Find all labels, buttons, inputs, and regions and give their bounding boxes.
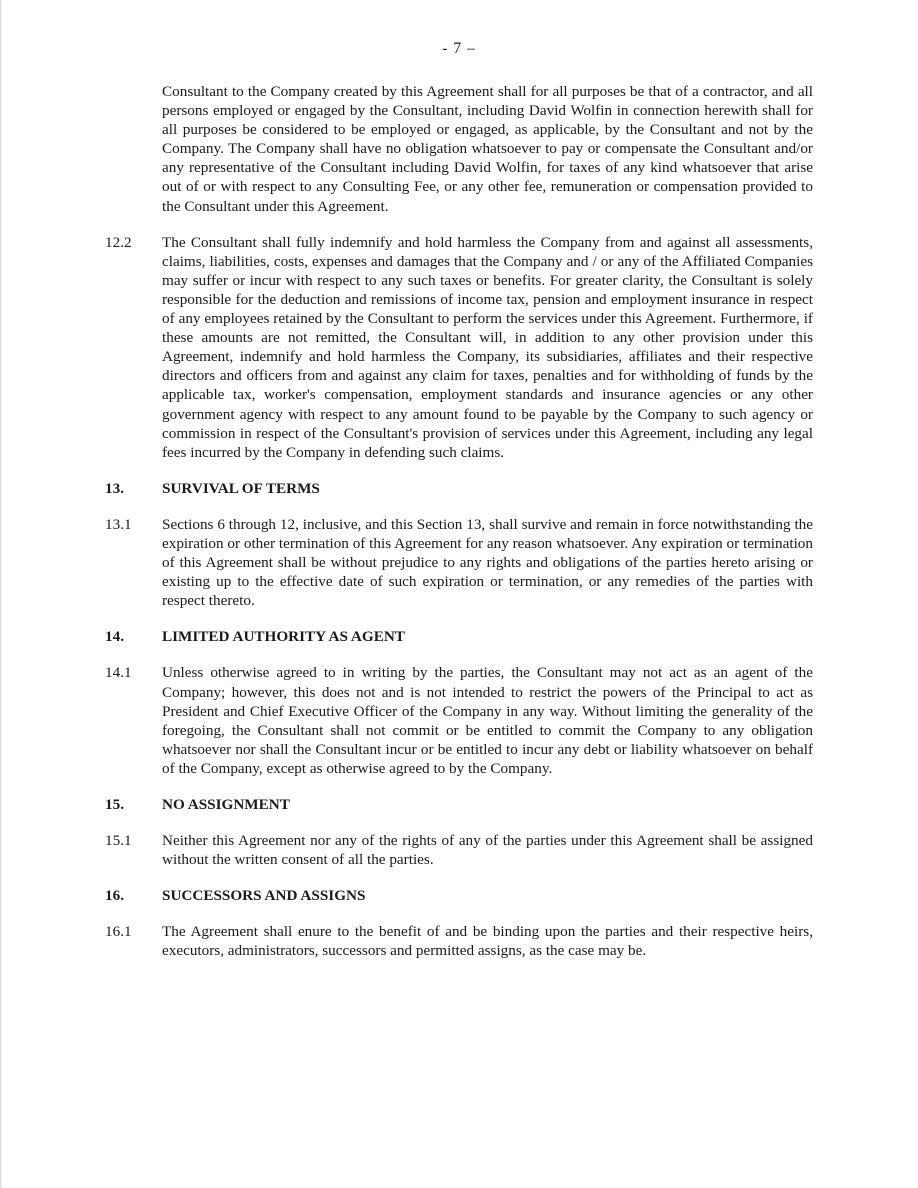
clause-15-1 <box>105 831 813 869</box>
section-number: 14. <box>105 628 124 646</box>
clause-number: 15.1 <box>105 832 132 850</box>
section-15-heading <box>105 795 813 814</box>
clause-text: The Agreement shall enure to the benefit of and be binding upon the parties and their respective heirs, executors, administrators, successors and permitted assigns, as the case may be. <box>162 923 813 960</box>
section-13-heading <box>105 479 813 498</box>
clause-13-1 <box>105 515 813 610</box>
clause-14-1 <box>105 663 813 778</box>
clause-16-1 <box>105 922 813 960</box>
section-number: 15. <box>105 796 124 813</box>
page-edge <box>0 0 2 1188</box>
clause-12-1-continued <box>105 82 813 216</box>
clause-text: Consultant to the Company created by this Agreement shall for all purposes be that of a contractor, and all persons employed or engaged by the Consultant, including David Wolfin in connection herewith shall for all purposes be considered to be employed or engaged, as applicable, by the Consultant and not by the Company. The Company shall have no obligation whatsoever to pay or compensate the Consultant and/or any representative of the Consultant including David Wolfin, for taxes of any kind whatsoever that arise out of or with respect to any Consulting Fee, or any other fee, remuneration or compensation provided to the Consultant under this Agreement. <box>162 83 813 215</box>
section-title: SUCCESSORS AND ASSIGNS <box>162 887 366 905</box>
clause-number: 14.1 <box>105 664 132 682</box>
page-number: - 7 – <box>442 40 476 57</box>
clause-text: The Consultant shall fully indemnify and hold harmless the Company from and against all assessments, claims, liabilities, costs, expenses and damages that the Company and / or any of the Affiliated Companies may suffer or incur with respect to any such taxes or benefits. For greater clarity, the Consultant is solely responsible for the deduction and remissions of income tax, pension and employment insurance in respect of any employees retained by the Consultant to perform the services under this Agreement. Furthermore, if these amounts are not remitted, the Consultant will, in addition to any other provision under this Agreement, indemnify and hold harmless the Company, its subsidiaries, affiliates and their respective directors and officers from and against any claim for taxes, penalties and for withholding of funds by the applicable tax, worker's compensation, employment standards and insurance agencies or any other government agency with respect to any amount found to be payable by the Company to such agency or commission in respect of the Consultant's provision of services under this Agreement, including any legal fees incurred by the Company in defending such claims. <box>162 233 813 461</box>
clause-number <box>105 82 162 216</box>
clause-text: Sections 6 through 12, inclusive, and this Section 13, shall survive and remain in force notwithstanding the expiration or other termination of this Agreement for any reason whatsoever. Any expiration or termination of this Agreement shall be without prejudice to any rights and obligations of the parties hereto arising or existing up to the effective date of such expiration or termination, or any remedies of the parties with respect thereto. <box>162 515 813 610</box>
clause-12-2 <box>105 233 813 462</box>
section-number: 13. <box>105 479 124 497</box>
section-14-heading <box>105 627 813 646</box>
clause-text: Unless otherwise agreed to in writing by the parties, the Consultant may not act as an agent of the Company; however, this does not and is not intended to restrict the powers of the Principal to act as President and Chief Executive Officer of the Company in any way. Without limiting the generality of the foregoing, the Consultant shall not commit or be entitled to commit the Company to any obligation whatsoever nor shall the Consultant incur or be entitled to incur any debt or liability whatsoever on behalf of the Company, except as otherwise agreed to by the Company. <box>162 664 813 777</box>
section-title: LIMITED AUTHORITY AS AGENT <box>162 628 405 646</box>
section-16-heading <box>105 886 813 905</box>
clause-number: 16.1 <box>105 923 132 941</box>
section-title: SURVIVAL OF TERMS <box>162 479 320 497</box>
clause-number: 13.1 <box>105 515 132 533</box>
clause-text: Neither this Agreement nor any of the rights of any of the parties under this Agreement shall be assigned without the written consent of all the parties. <box>162 832 813 869</box>
clause-number: 12.2 <box>105 233 132 251</box>
section-title: NO ASSIGNMENT <box>162 796 290 813</box>
section-number: 16. <box>105 887 124 905</box>
document-body <box>105 82 813 961</box>
